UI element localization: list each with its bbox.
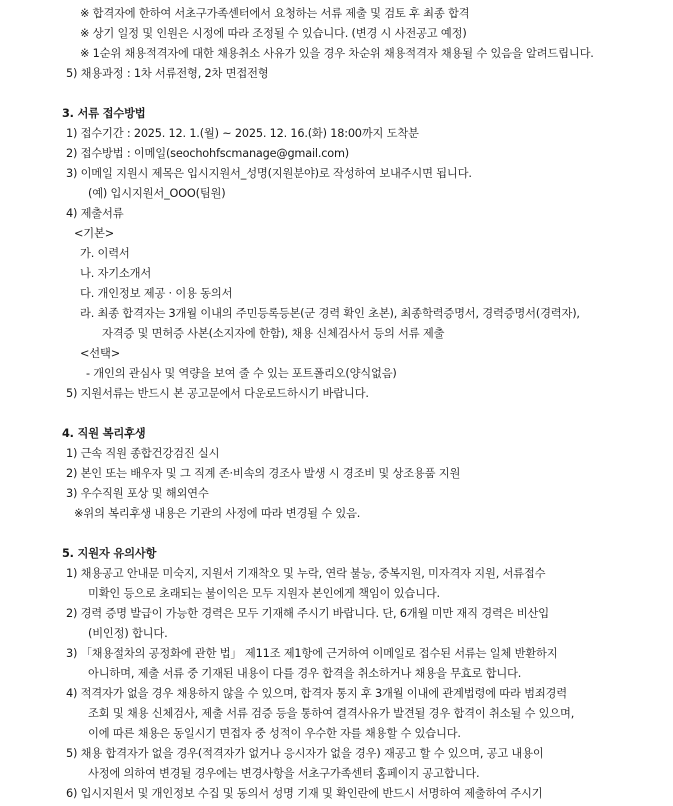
section-5-heading: 5. 지원자 유의사항 [62, 547, 157, 560]
caution-3-cont: 아니하며, 제출 서류 중 기재된 내용이 다를 경우 합격을 취소하거나 채용을 무효로 합니다. [88, 667, 522, 680]
application-period: 1) 접수기간 : 2025. 12. 1.(월) ~ 2025. 12. 16.(화) 18:00까지 도착분 [66, 127, 419, 140]
caution-2: 2) 경력 증명 발급이 가능한 경력은 모두 기재해 주시기 바랍니다. 단, 6개월 미만 재직 경력은 비산입 [66, 607, 549, 620]
caution-4-cont2: 이에 따른 채용은 동일시기 면접자 중 성적이 우수한 자를 채용할 수 있습니다. [88, 727, 461, 740]
optional-documents-label: <선택> [80, 347, 120, 360]
caution-1: 1) 채용공고 안내문 미숙지, 지원서 기재착오 및 누락, 연락 불능, 중복지원, 미자격자 지원, 서류접수 [66, 567, 546, 580]
doc-privacy-consent: 다. 개인정보 제공 · 이용 동의서 [80, 287, 233, 300]
doc-resume: 가. 이력서 [80, 247, 130, 260]
caution-4: 4) 적격자가 없을 경우 채용하지 않을 수 있으며, 합격자 통지 후 3개월 이내에 관계법령에 따라 범죄경력 [66, 687, 567, 700]
caution-2-cont: (비인정) 합니다. [88, 627, 168, 640]
caution-5-cont: 사정에 의하여 변경될 경우에는 변경사항을 서초구가족센터 홈페이지 공고합니다. [88, 767, 480, 780]
caution-3: 3) 「채용절차의 공정화에 관한 법」 제11조 제1항에 근거하여 이메일로 접수된 서류는 일체 반환하지 [66, 647, 558, 660]
application-method: 2) 접수방법 : 이메일(seochohfscmanage@gmail.com) [66, 147, 349, 160]
caution-5: 5) 채용 합격자가 없을 경우(적격자가 없거나 응시자가 없을 경우) 재공고 할 수 있으며, 공고 내용이 [66, 747, 544, 760]
email-subject-rule: 3) 이메일 지원시 제목은 입시지원서_성명(지원분야)로 작성하여 보내주시면 됩니다. [66, 167, 472, 180]
basic-documents-label: <기본> [74, 227, 114, 240]
email-subject-example: (예) 입시지원서_OOO(팀원) [88, 187, 226, 200]
doc-cover-letter: 나. 자기소개서 [80, 267, 152, 280]
doc-final-documents-cont: 자격증 및 면허증 사본(소지자에 한함), 채용 신체검사서 등의 서류 제출 [102, 327, 445, 340]
doc-portfolio: - 개인의 관심사 및 역량을 보여 줄 수 있는 포트폴리오(양식없음) [86, 367, 397, 380]
caution-6: 6) 입시지원서 및 개인정보 수집 및 동의서 성명 기재 및 확인란에 반드시 서명하여 제출하여 주시기 [66, 787, 543, 800]
benefit-change-note: ※위의 복리후생 내용은 기관의 사정에 따라 변경될 수 있음. [74, 507, 361, 520]
note-next-candidate: ※ 1순위 채용적격자에 대한 채용취소 사유가 있을 경우 차순위 채용적격자 채용될 수 있음을 알려드립니다. [80, 47, 594, 60]
hiring-process-item: 5) 채용과정 : 1차 서류전형, 2차 면접전형 [66, 67, 269, 80]
caution-4-cont: 조회 및 채용 신체검사, 제출 서류 검증 등을 통하여 결격사유가 발견될 경우 합격이 취소될 수 있으며, [88, 707, 575, 720]
benefit-family-events: 2) 본인 또는 배우자 및 그 직계 존·비속의 경조사 발생 시 경조비 및 상조용품 지원 [66, 467, 461, 480]
note-final-acceptance: ※ 합격자에 한하여 서초구가족센터에서 요청하는 서류 제출 및 검토 후 최종 합격 [80, 7, 470, 20]
caution-1-cont: 미확인 등으로 초래되는 불이익은 모두 지원자 본인에게 책임이 있습니다. [88, 587, 440, 600]
section-3-heading: 3. 서류 접수방법 [62, 107, 146, 120]
benefit-awards-overseas: 3) 우수직원 포상 및 해외연수 [66, 487, 209, 500]
section-4-heading: 4. 직원 복리후생 [62, 427, 146, 440]
required-documents-heading: 4) 제출서류 [66, 207, 124, 220]
doc-final-documents: 라. 최종 합격자는 3개월 이내의 주민등록등본(군 경력 확인 초본), 최종학력증명서, 경력증명서(경력자), [80, 307, 580, 320]
benefit-health-checkup: 1) 근속 직원 종합건강검진 실시 [66, 447, 220, 460]
download-notice: 5) 지원서류는 반드시 본 공고문에서 다운로드하시기 바랍니다. [66, 387, 369, 400]
note-schedule-change: ※ 상기 일정 및 인원은 시정에 따라 조정될 수 있습니다. (변경 시 사전공고 예정) [80, 27, 467, 40]
